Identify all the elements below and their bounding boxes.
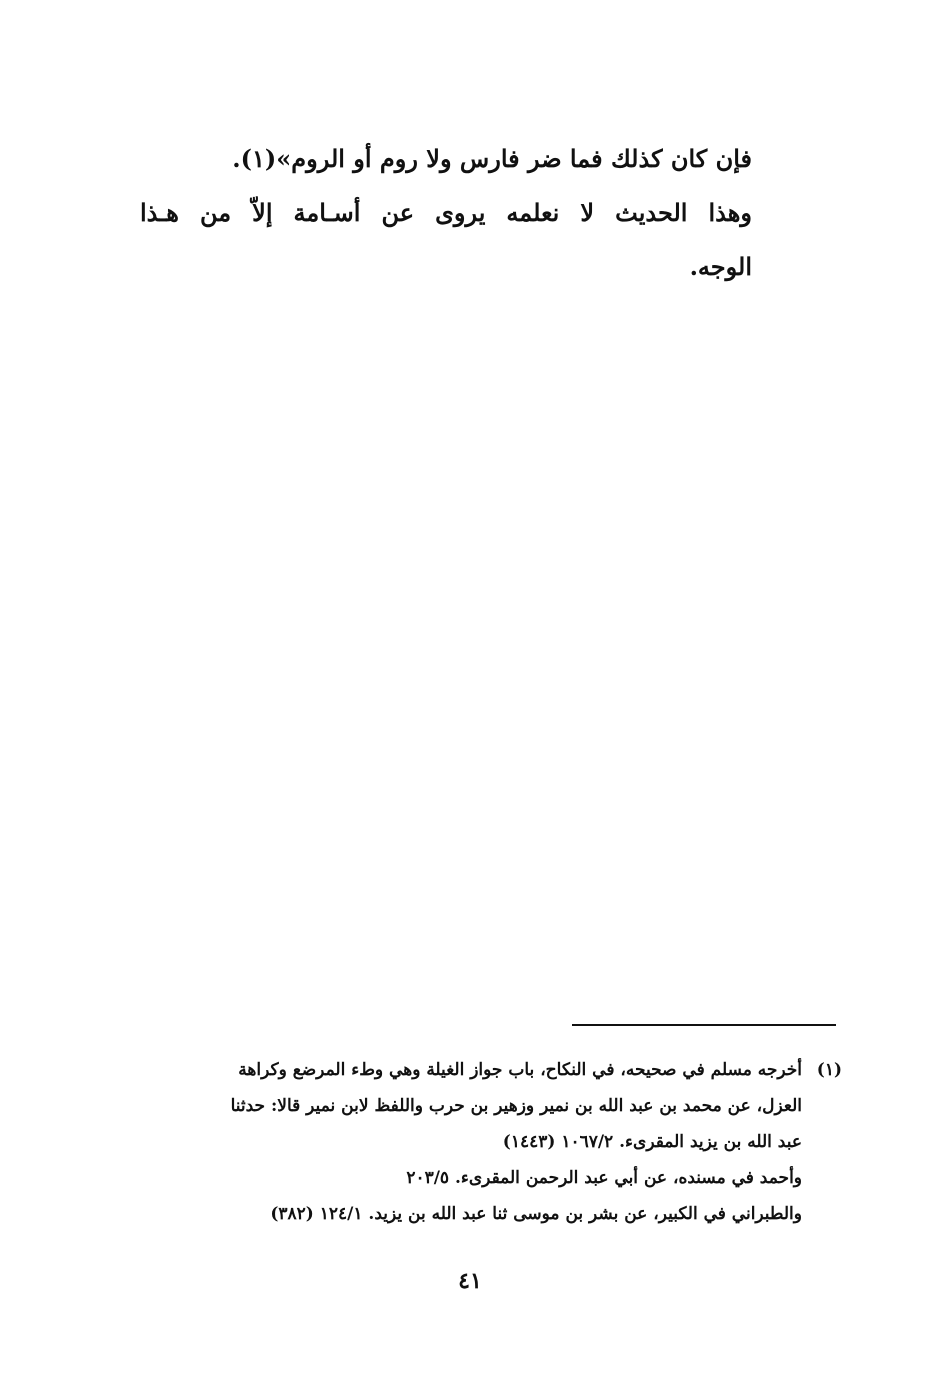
footnote-line: والطبراني في الكبير، عن بشر بن موسى ثنا عبد الله بن يزيد. ١٢٤/١ (٣٨٢) bbox=[270, 1204, 802, 1224]
footnote-line: عبد الله بن يزيد المقرىء. ١٠٦٧/٢ (١٤٤٣) bbox=[502, 1132, 802, 1152]
main-text-line: وهذا الحديث لا نعلمه يروى عن أسـامة إلاّ من هـذا bbox=[140, 198, 752, 227]
footnote-marker: (١) bbox=[816, 1060, 842, 1080]
main-text-line: فإن كان كذلك فما ضر فارس ولا روم أو الروم»(١). bbox=[232, 144, 752, 173]
footnote-line bbox=[142, 1052, 842, 1088]
footnote-text: أخرجه مسلم في صحيحه، في النكاح، باب جواز الغيلة وهي وطء المرضع وكراهة bbox=[238, 1060, 802, 1080]
page-number: ٤١ bbox=[458, 1268, 482, 1294]
footnote-line: وأحمد في مسنده، عن أبي عبد الرحمن المقرىء. ٢٠٣/٥ bbox=[406, 1168, 802, 1188]
footnote-line: العزل، عن محمد بن عبد الله بن نمير وزهير بن حرب واللفظ لابن نمير قالا: حدثنا bbox=[230, 1096, 802, 1116]
footnote-separator bbox=[572, 1024, 836, 1026]
main-text-line: الوجه. bbox=[689, 252, 752, 281]
footnotes bbox=[142, 1052, 842, 1232]
main-text bbox=[140, 132, 752, 294]
